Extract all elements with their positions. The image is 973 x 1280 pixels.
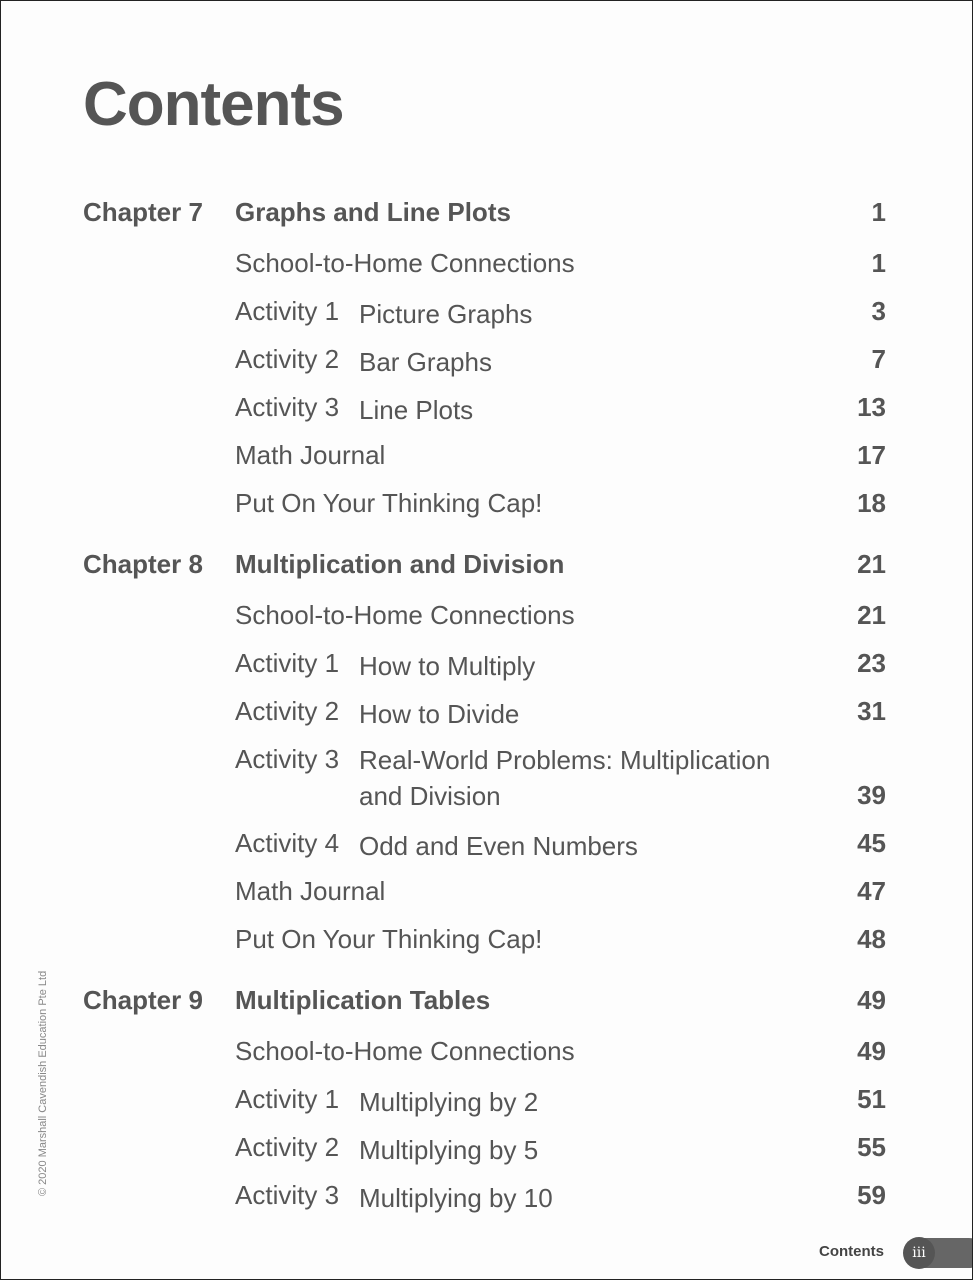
toc-entry[interactable] [1,648,972,688]
chapter-row[interactable] [1,549,972,589]
chapter-title: Graphs and Line Plots [235,197,511,227]
page-number: 49 [857,985,886,1015]
page-number: 1 [871,248,886,278]
activity-label: Activity 3 [235,392,340,422]
page-number: 31 [857,696,886,726]
toc-entry[interactable] [1,248,972,288]
toc-entry[interactable] [1,876,972,916]
entry-title: Math Journal [235,440,386,470]
footer-page-number: iii [903,1237,935,1269]
activity-title: Multiplying by 5 [359,1135,539,1165]
page-number: 55 [857,1132,886,1162]
toc-entry[interactable] [1,924,972,964]
chapter-title: Multiplication Tables [235,985,491,1015]
toc-entry[interactable] [1,440,972,480]
page-number: 45 [857,828,886,858]
entry-title: School-to-Home Connections [235,600,575,630]
page-number: 3 [871,296,886,326]
activity-label: Activity 1 [235,296,340,326]
page-number: 17 [857,440,886,470]
activity-title: Multiplying by 2 [359,1087,539,1117]
toc-entry[interactable] [1,600,972,640]
activity-title: Odd and Even Numbers [359,831,638,861]
page-number: 59 [857,1180,886,1210]
activity-title-line1: Real-World Problems: Multiplication [359,745,771,775]
entry-title: Math Journal [235,876,386,906]
page-number: 18 [857,488,886,518]
activity-title: Picture Graphs [359,299,533,329]
chapter-label: Chapter 8 [83,549,203,579]
page-number: 48 [857,924,886,954]
activity-label: Activity 2 [235,1132,340,1162]
activity-title: How to Divide [359,699,520,729]
activity-title: Multiplying by 10 [359,1183,553,1213]
page-number: 39 [857,780,886,810]
activity-label: Activity 1 [235,1084,340,1114]
chapter-label: Chapter 9 [83,985,203,1015]
activity-title: Line Plots [359,395,474,425]
activity-label: Activity 1 [235,648,340,678]
toc-entry[interactable] [1,828,972,868]
page-title: Contents [83,70,344,139]
toc-entry[interactable] [1,392,972,432]
chapter-title: Multiplication and Division [235,549,565,579]
activity-title-line2: and Division [359,781,501,811]
activity-label: Activity 2 [235,344,340,374]
toc-entry[interactable] [1,1036,972,1076]
copyright-notice: © 2020 Marshall Cavendish Education Pte Ltd [37,970,49,1196]
page-number: 1 [871,197,886,227]
page-number: 7 [871,344,886,374]
page-number: 51 [857,1084,886,1114]
toc-entry[interactable] [1,1180,972,1220]
toc-entry[interactable] [1,488,972,528]
toc-entry[interactable] [1,344,972,384]
chapter-row[interactable] [1,197,972,237]
entry-title: Put On Your Thinking Cap! [235,924,543,954]
activity-label: Activity 4 [235,828,340,858]
activity-label: Activity 3 [235,744,340,774]
page-number: 21 [857,549,886,579]
page-number: 13 [857,392,886,422]
entry-title: School-to-Home Connections [235,1036,575,1066]
toc-entry[interactable] [1,1084,972,1124]
toc-entry[interactable] [1,744,972,820]
toc-entry[interactable] [1,696,972,736]
activity-title: How to Multiply [359,651,536,681]
entry-title: Put On Your Thinking Cap! [235,488,543,518]
activity-label: Activity 3 [235,1180,340,1210]
toc-entry[interactable] [1,1132,972,1172]
page-number: 49 [857,1036,886,1066]
activity-title: Bar Graphs [359,347,492,377]
page-number: 23 [857,648,886,678]
page-number: 21 [857,600,886,630]
page-number: 47 [857,876,886,906]
footer-label: Contents [819,1243,884,1260]
toc-entry[interactable] [1,296,972,336]
entry-title: School-to-Home Connections [235,248,575,278]
activity-label: Activity 2 [235,696,340,726]
chapter-label: Chapter 7 [83,197,203,227]
chapter-row[interactable] [1,985,972,1025]
